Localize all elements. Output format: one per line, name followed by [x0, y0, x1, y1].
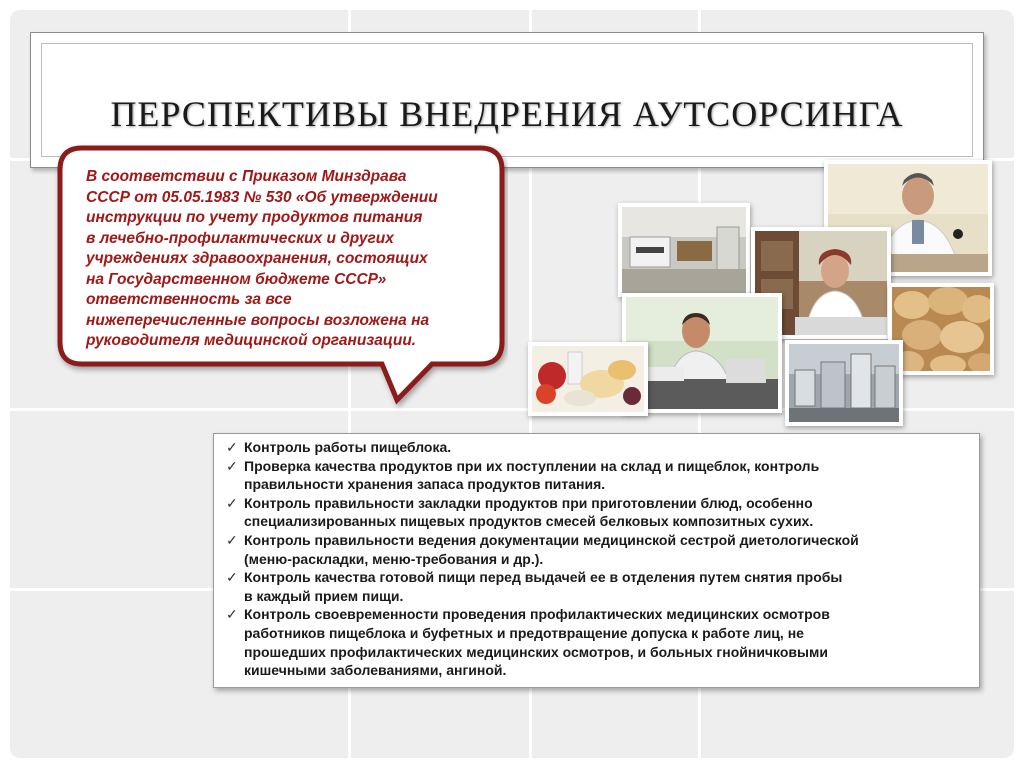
callout-bubble [52, 142, 508, 372]
list-line: (меню-раскладки, меню-требования и др.). [244, 550, 544, 567]
potatoes-photo [888, 283, 994, 375]
callout-line: учреждениях здравоохранения, состоящих [86, 250, 428, 267]
page-title: ПЕРСПЕКТИВЫ ВНЕДРЕНИЯ АУТСОРСИНГА [110, 94, 904, 134]
callout-line: инструкции по учету продуктов питания [86, 209, 423, 226]
list-item [226, 568, 971, 605]
list-line: Контроль правильности ведения документации медицинской сестрой диетологической [244, 531, 859, 548]
kitchen-photo [618, 203, 750, 297]
callout-text [86, 167, 501, 352]
checkmark-icon: ✓ [226, 439, 238, 455]
list-line: работников пищеблока и буфетных и предотвращение допуска к работе лиц, не [244, 624, 804, 641]
list-line: Контроль работы пищеблока. [244, 439, 452, 455]
list-item [226, 438, 971, 457]
list-item [226, 457, 971, 494]
callout-line: на Государственном бюджете СССР» [86, 270, 387, 288]
list-line: правильности хранения запаса продуктов питания. [244, 476, 606, 493]
callout-line: В соответствии с Приказом Минздрава [86, 168, 407, 185]
checkmark-icon: ✓ [226, 569, 238, 586]
food-products-photo [528, 342, 648, 416]
kitchen-equipment-image [789, 344, 899, 422]
checkmark-icon: ✓ [226, 606, 238, 623]
list-line: Контроль правильности закладки продуктов при приготовлении блюд, особенно [244, 494, 813, 511]
callout-line: в лечебно-профилактических и других [86, 229, 394, 247]
list-item [226, 531, 971, 568]
list-item [226, 605, 971, 679]
checklist-box [213, 433, 980, 688]
checkmark-icon: ✓ [226, 457, 238, 474]
list-line: Контроль качества готовой пищи перед выдачей ее в отделения путем снятия пробы [244, 569, 843, 586]
list-item [226, 494, 971, 531]
list-line: Контроль своевременности проведения профилактических медицинских осмотров [244, 606, 830, 623]
list-line: кишечными заболеваниями, ангиной. [244, 662, 507, 679]
checklist [214, 434, 979, 680]
list-line: специализированных пищевых продуктов смесей белковых композитных сухих. [244, 513, 814, 530]
potatoes-image [892, 287, 990, 371]
callout-line: руководителя медицинской организации. [86, 332, 417, 349]
checkmark-icon: ✓ [226, 494, 238, 511]
callout-line: ответственность за все [86, 291, 292, 308]
list-line: Проверка качества продуктов при их поступлении на склад и пищеблок, контроль [244, 457, 820, 474]
list-line: прошедших профилактических медицинских осмотров, и больных гнойничковыми [244, 643, 828, 660]
office-man-image [626, 297, 778, 409]
list-line: в каждый прием пищи. [244, 587, 404, 604]
callout-line: СССР от 05.05.1983 № 530 «Об утверждении [86, 188, 438, 206]
kitchen-equipment-photo [785, 340, 903, 426]
kitchen-image [622, 207, 746, 293]
callout-line: нижеперечисленные вопросы возложена на [86, 311, 430, 329]
checkmark-icon: ✓ [226, 531, 238, 548]
food-products-image [532, 346, 644, 412]
